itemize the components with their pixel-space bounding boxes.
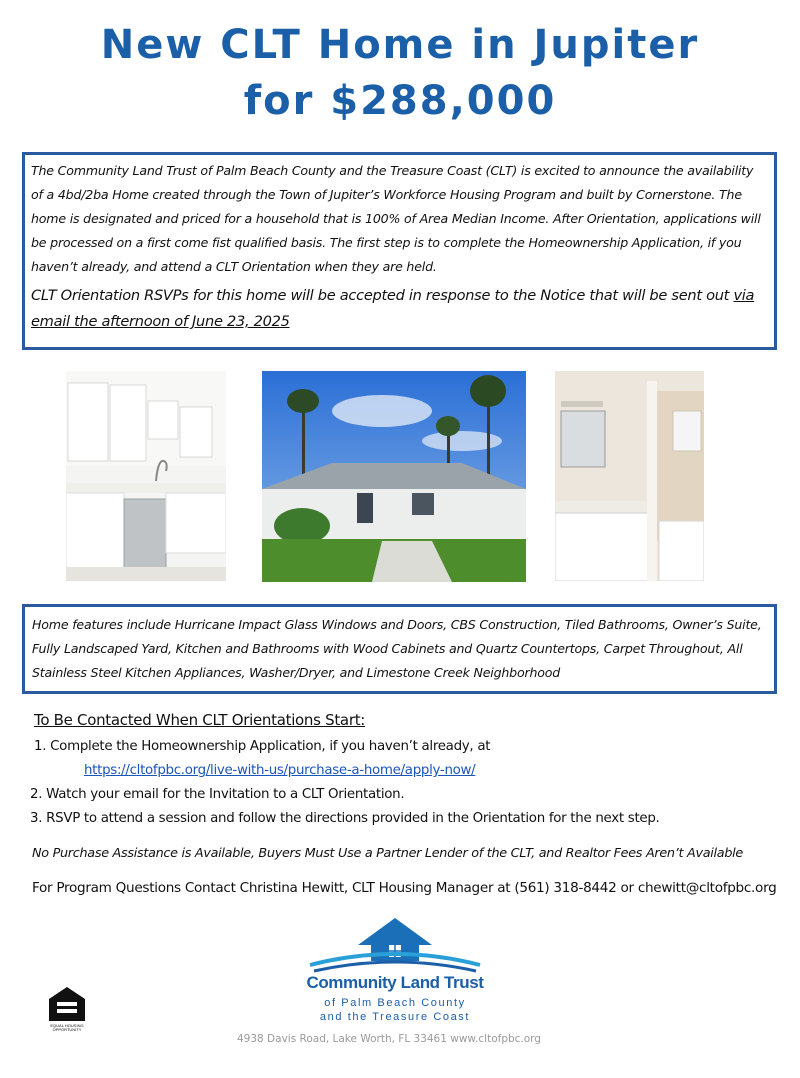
features-paragraph: Home features include Hurricane Impact Glass Windows and Doors, CBS Construction, Tiled Bathrooms, Owner’s Suite, Fully Landscaped Yard, Kitchen and Bathrooms with Wood Cabinets and Quartz Countertops, Carpet Throughout, All Stainless Steel Kitchen Appliances, Washer/Dryer, and Limestone Creek Neighborhood [32,617,762,680]
step-3: 3. RSVP to attend a session and follow the directions provided in the Orientation for the next step. [30,811,660,826]
svg-text:EQUAL HOUSING: EQUAL HOUSING [50,1023,84,1028]
logo-subtitle-1: of Palm Beach County [324,997,466,1009]
rsvp-notice [31,283,768,335]
bathroom-photo [555,371,704,581]
assistance-note: No Purchase Assistance is Available, Buyers Must Use a Partner Lender of the CLT, and Realtor Fees Aren’t Available [32,846,743,861]
page-title-line2: for $288,000 [243,78,557,124]
intro-paragraph: The Community Land Trust of Palm Beach County and the Treasure Coast (CLT) is excited to announce the availability of a 4bd/2ba Home created through the Town of Jupiter’s Workforce Housing Program and built by Cornerstone. The home is designated and priced for a household that is 100% of Area Median Income. After Orientation, applications will be processed on a first come fist qualified basis. The first step is to complete the Homeownership Application, if you haven’t already, and attend a CLT Orientation when they are held. [31,163,761,274]
page-title-line1: New CLT Home in Jupiter [100,22,700,68]
kitchen-photo [66,371,226,581]
logo-subtitle-2: and the Treasure Coast [319,1011,471,1023]
svg-text:OPPORTUNITY: OPPORTUNITY [52,1027,82,1031]
apply-now-link[interactable]: https://cltofpbc.org/live-with-us/purchase-a-home/apply-now/ [84,763,476,778]
logo-name: Community Land Trust [306,973,484,992]
contact-heading: To Be Contacted When CLT Orientations Start: [34,711,366,729]
rsvp-notice-date: via email the afternoon of June 23, 2025 [31,287,755,330]
intro-box [22,152,777,350]
house-logo-icon [300,915,490,975]
equal-housing-icon [47,985,87,1031]
rsvp-notice-text: CLT Orientation RSVPs for this home will be accepted in response to the Notice that will be sent out [31,287,734,304]
step-2: 2. Watch your email for the Invitation to a CLT Orientation. [30,787,405,802]
footer-address: 4938 Davis Road, Lake Worth, FL 33461 www.cltofpbc.org [237,1033,541,1045]
house-exterior-photo [262,371,526,582]
features-box [22,604,777,694]
clt-logo [300,915,490,1030]
program-questions-contact: For Program Questions Contact Christina Hewitt, CLT Housing Manager at (561) 318-8442 or chewitt@cltofpbc.org [32,880,777,896]
step-1: 1. Complete the Homeownership Application, if you haven’t already, at [34,739,491,754]
